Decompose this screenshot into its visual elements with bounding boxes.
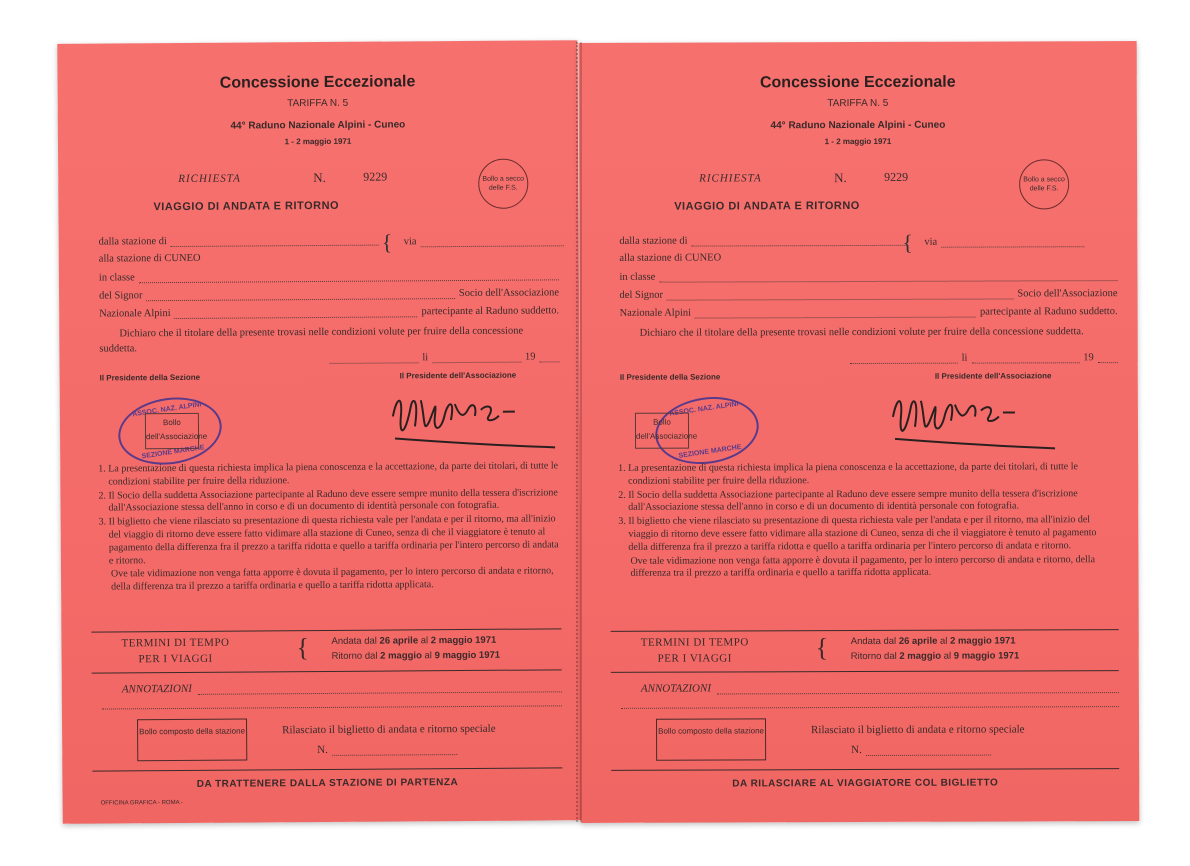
ritorno-mid: al (424, 649, 432, 661)
partecipante-label: partecipante al Raduno suddetto. (421, 305, 560, 318)
li-label: li (422, 352, 429, 364)
brace-icon: { (902, 229, 913, 255)
annotazioni-field (641, 681, 1119, 695)
note-item: 3. Il biglietto che viene rilasciato su presentazione di questa richiesta vale per l'andata e per il ritorno, ma all'inizio del viaggio di ritorno deve essere fatto vidimare alla stazione di Cuneo, senza di che il viaggiatore è tenuto al pagamento della differenza fra il prezzo a tariffa ridotta e quello a tariffa ordinaria per l'intero percorso di andata e ritorno. (628, 514, 1118, 554)
footer-right: DA RILASCIARE AL VIAGGIATORE COL BIGLIETTO (611, 768, 1119, 790)
andata-mid: al (420, 635, 429, 647)
terms-label-2: PER I VIAGGI (138, 652, 213, 666)
event-dates: 1 - 2 maggio 1971 (824, 136, 892, 147)
ritorno-to: 9 maggio 1971 (434, 649, 501, 661)
rilasciato-label: Rilasciato il biglietto di andata e ritorno speciale (811, 723, 1025, 737)
rilasciato-label: Rilasciato il biglietto di andata e ritorno speciale (282, 722, 496, 737)
via-field (924, 236, 1084, 248)
andata-mid: al (939, 635, 948, 647)
socio-label: Socio dell'Associazione (1017, 288, 1118, 300)
socio-label: Socio dell'Associazione (458, 287, 560, 300)
conditions-notes (610, 461, 1118, 581)
alpini-label: Nazionale Alpini (619, 307, 692, 319)
event-name: 44° Raduno Nazionale Alpini - Cuneo (230, 119, 406, 132)
ritorno-to: 9 maggio 1971 (953, 650, 1020, 662)
via-label: via (403, 236, 417, 248)
ticket-number-field (317, 743, 457, 756)
travel-terms (611, 629, 1119, 673)
class-field (619, 270, 1117, 283)
footer-left: DA TRATTENERE DALLA STAZIONE DI PARTENZA (92, 767, 562, 790)
center-fold (580, 42, 582, 822)
richiesta-label: RICHIESTA (699, 172, 762, 185)
signor-field (99, 287, 559, 301)
conditions-notes (90, 460, 561, 594)
annotazioni-line (621, 706, 1119, 709)
annotazioni-field (122, 680, 562, 695)
signature (385, 385, 565, 456)
stamp-top-text: ASSOC. NAZ. ALPINI (668, 400, 739, 418)
note-extra: Ove tale vidimazione non venga fatta apporre è dovuta il pagamento, per lo intero percorso di andata e ritorno, della differenza tra il prezzo a tariffa ordinaria e quello a tariffa ridotta applicata. (630, 553, 1096, 580)
request-number: 9229 (884, 169, 909, 184)
note-item: 2. Il Socio della suddetta Associazione partecipante al Raduno deve essere sempre munito della tessera d'iscrizione dall'Associazione stessa dell'anno in corso e di un documento di identità personale con fotografia. (108, 487, 560, 516)
year-label: 19 (524, 351, 536, 363)
annotazioni-label: ANNOTAZIONI (640, 682, 712, 695)
note-item: 1. La presentazione di questa richiesta implica la piena conoscenza e la accettazione, da parte dei titolari, di tutte le condizioni stabilite per fruire della riduzione. (628, 461, 1118, 488)
trip-type: VIAGGIO DI ANDATA E RITORNO (674, 199, 860, 213)
tariff-label: TARIFFA N. 5 (287, 97, 349, 110)
alpini-label: Nazionale Alpini (99, 308, 171, 320)
signor-label: del Signor (99, 290, 143, 302)
andata-prefix: Andata dal (331, 635, 377, 647)
stamp-bottom-text: SEZIONE MARCHE (141, 444, 206, 461)
annotazioni-label: ANNOTAZIONI (121, 682, 192, 696)
stamp-top-text: ASSOC. NAZ. ALPINI (131, 401, 202, 419)
alpini-field (99, 305, 559, 319)
trip-type: VIAGGIO DI ANDATA E RITORNO (153, 199, 340, 214)
note-extra: Ove tale vidimazione non venga fatta apporre è dovuta il pagamento, per lo intero percorso di andata e ritorno, della differenza tra il prezzo a tariffa ordinaria e quello a tariffa ridotta applicata. (110, 565, 554, 593)
event-name: 44° Raduno Nazionale Alpini - Cuneo (770, 119, 946, 132)
from-station-field (619, 235, 907, 247)
ritorno-prefix: Ritorno dal (331, 650, 378, 662)
ticket-number-field (851, 744, 991, 756)
n-label: N. (851, 743, 862, 757)
terms-label-2: PER I VIAGGI (657, 652, 732, 665)
declaration: Dichiaro che il titolare della presente trovasi nelle condizioni volute per fruire della concessione suddetta. (99, 325, 524, 355)
note-item: 1. La presentazione di questa richiesta implica la piena conoscenza e la accettazione, da parte dei titolari, di tutte le condizioni stabilite per fruire della riduzione. (108, 460, 560, 489)
number-label: N. (834, 170, 847, 186)
tariff-label: TARIFFA N. 5 (827, 97, 889, 110)
bollo-association: Bollo dell'Associazione (635, 413, 689, 449)
to-station-label: alla stazione di CUNEO (619, 252, 722, 264)
from-station-label: dalla stazione di (619, 235, 688, 247)
perforation-line (576, 42, 578, 822)
ritorno-prefix: Ritorno dal (850, 650, 897, 662)
class-label: in classe (619, 271, 656, 283)
number-label: N. (313, 169, 326, 186)
via-label: via (924, 236, 938, 248)
ritorno-mid: al (943, 650, 952, 662)
signature (885, 386, 1065, 457)
andata-to: 2 maggio 1971 (430, 634, 497, 647)
declaration: Dichiaro che il titolare della presente trovasi nelle condizioni volute per fruire della concessione suddetta. (639, 326, 1084, 339)
bollo-secco-circle: Bollo a secco delle F.S. (1019, 159, 1069, 209)
terms-label-1: TERMINI DI TEMPO (640, 636, 749, 649)
to-station-field (99, 250, 559, 264)
president-assoc-label: Il Presidente dell'Associazione (934, 371, 1052, 381)
note-item: 3. Il biglietto che viene rilasciato su presentazione di questa richiesta vale per l'andata e per il ritorno, ma all'inizio del viaggio di ritorno deve essere fatto vidimare alla stazione di Cuneo, senza di che il viaggiatore è tenuto al pagamento della differenza fra il prezzo a tariffa ridotta e quello a tariffa ordinaria per l'intero percorso di andata e ritorno. (109, 514, 561, 568)
andata-from: 26 aprile (898, 635, 938, 647)
president-section-label: Il Presidente della Sezione (619, 372, 721, 382)
annotazioni-line (102, 705, 562, 709)
document-title: Concessione Eccezionale (219, 73, 416, 92)
andata-prefix: Andata dal (850, 635, 897, 648)
stamp-bottom-text: SEZIONE MARCHE (678, 443, 742, 460)
event-dates: 1 - 2 maggio 1971 (284, 136, 352, 147)
signor-label: del Signor (619, 289, 664, 301)
year-label: 19 (1083, 352, 1094, 364)
president-section-label: Il Presidente della Sezione (99, 372, 201, 383)
terms-label-1: TERMINI DI TEMPO (121, 636, 230, 650)
andata-to: 2 maggio 1971 (950, 635, 1016, 647)
signor-field (620, 288, 1118, 301)
to-station-field (619, 251, 1117, 264)
bollo-composto-box: Bollo composto della stazione (656, 718, 766, 760)
bollo-association: Bollo dell'Associazione (145, 413, 199, 449)
to-station-label: alla stazione di CUNEO (98, 252, 201, 265)
partecipante-label: partecipante al Raduno suddetto. (979, 306, 1118, 318)
andata-from: 26 aprile (379, 635, 419, 647)
terms-values (851, 634, 1020, 664)
travel-terms (91, 628, 561, 673)
class-label: in classe (98, 272, 135, 284)
bollo-secco-circle: Bollo a secco delle F.S. (478, 159, 528, 209)
brace-icon: { (815, 633, 829, 663)
coupon-left (57, 40, 582, 824)
coupon-right (579, 41, 1140, 823)
request-number: 9229 (363, 169, 388, 184)
n-label: N. (317, 743, 328, 757)
via-field (404, 235, 564, 247)
date-line (329, 351, 559, 364)
from-station-label: dalla stazione di (98, 236, 167, 248)
printer-label: OFFICINA GRAFICA - ROMA - (100, 799, 183, 807)
ritorno-from: 2 maggio (380, 650, 422, 662)
president-assoc-label: Il Presidente dell'Associazione (399, 370, 517, 381)
brace-icon: { (381, 229, 393, 255)
document-title: Concessione Eccezionale (759, 73, 956, 92)
li-label: li (961, 352, 968, 364)
ritorno-from: 2 maggio (899, 650, 942, 662)
from-station-field (99, 235, 379, 248)
folded-document (60, 42, 1140, 822)
richiesta-label: RICHIESTA (178, 172, 241, 185)
alpini-field (620, 306, 1118, 319)
brace-icon: { (296, 633, 310, 663)
terms-values (331, 634, 500, 665)
terms-label (641, 635, 749, 667)
bollo-composto-box: Bollo composto della stazione (137, 719, 247, 762)
class-field (99, 269, 559, 283)
terms-label (121, 636, 229, 669)
date-line (850, 352, 1118, 364)
note-item: 2. Il Socio della suddetta Associazione partecipante al Raduno deve essere sempre munito della tessera d'iscrizione dall'Associazione stessa dell'anno in corso e di un documento di identità personale con fotografia. (628, 488, 1118, 515)
